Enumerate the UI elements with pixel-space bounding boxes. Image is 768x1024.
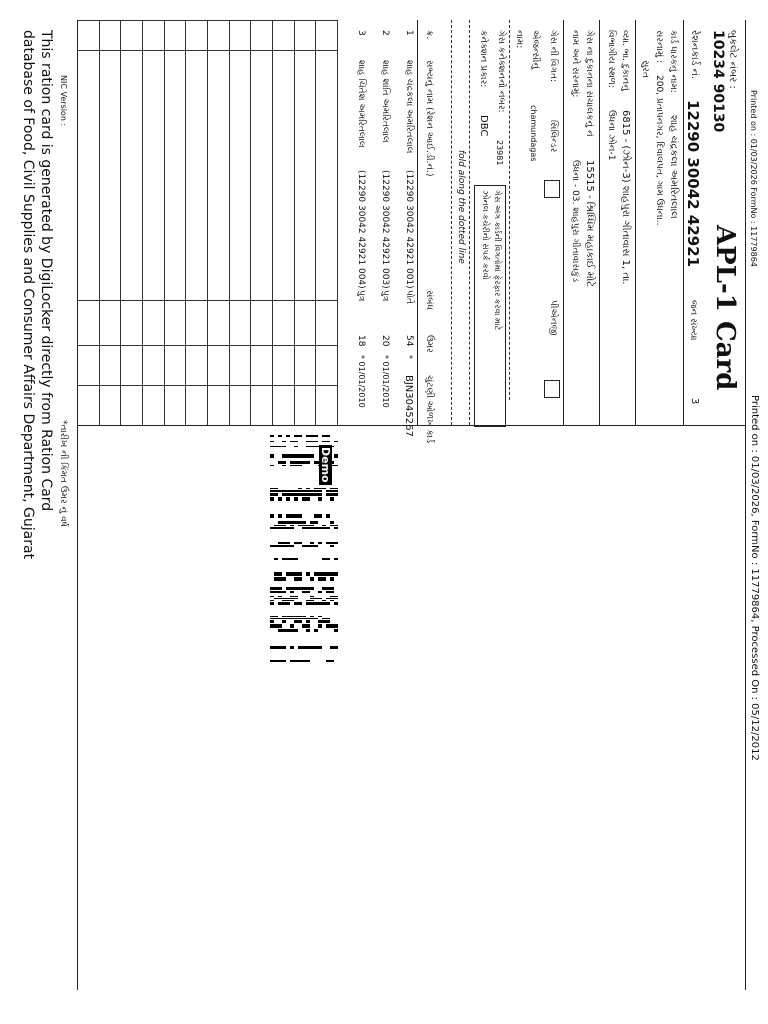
col-sr: ક્ર.	[424, 30, 434, 40]
holder-name: શાહ ચંદ્રકલા અમરિતલાલ	[668, 115, 679, 219]
booklet-number: 10234 90130	[710, 30, 726, 133]
gas-agency-sub: નામ:	[514, 30, 524, 49]
nic-version: NIC Version :	[59, 75, 68, 127]
member-age: 54	[404, 335, 414, 347]
elec-label: કનેક્શન પ્રકાર:	[478, 30, 488, 88]
address-label: સરનામું :	[654, 30, 664, 64]
gas-value: 15515 - શ્રિધ્ધિમ મહાકાઈ મોટે	[584, 160, 595, 288]
booklet-label: બુકલેટ નંબર :	[727, 30, 738, 89]
gas-agency-label: એજન્સીનું	[530, 30, 540, 70]
gas-type-b: પીએનજી	[548, 300, 558, 336]
member-voter-id: BJN3045267	[403, 375, 414, 437]
col-age: ઉંમર	[424, 335, 434, 353]
member-name: શાહ ચંદ્રકલા અમરિતલાલ	[404, 60, 414, 154]
member-name: શાહ શાંતિ અમરિતલાલ	[380, 60, 390, 143]
gas-type-label: ગેસ ની વિગત:	[548, 30, 558, 83]
member-relation: પુત્ર	[356, 290, 366, 302]
member-relation: પોતે	[404, 290, 414, 305]
empty-grid	[78, 20, 338, 425]
gas-name-label: નામ અને સરનામું:	[570, 30, 580, 98]
mamlatdar-value: ઉધના ઝોન-1	[606, 110, 616, 161]
member-sr: 1	[404, 30, 414, 36]
card-title: APL-1 Card	[710, 225, 740, 391]
note-text-1: ગેસ અંગ કાર્ડની વિગતોમાં ફેરફાર કરવા માટે	[493, 190, 502, 331]
members-label: જન સંખ્યા	[688, 300, 698, 341]
member-age: 18	[356, 335, 366, 347]
member-relation: પુત્ર	[380, 290, 390, 302]
col-name: સભ્યનું નામ (રેશન આઈ.ડી.નં.)	[424, 60, 434, 177]
consumer-value: 23981	[495, 140, 504, 166]
fold-text: fold along the dotted line	[456, 150, 466, 264]
member-age: 20	[380, 335, 390, 347]
gas-connection-value: chamundagas	[529, 105, 538, 162]
ration-card-number: 12290 30042 42921	[684, 100, 702, 267]
footer-note: *તારીખ ની કિંમત ઉંમર નું વર્ષ	[58, 420, 68, 527]
member-name: શાહ ચિંતેશ અમરિતલાલ	[356, 60, 366, 148]
shop-value: 6815 - (ઝોન-3) શાહપુરા ગીતાવાસ 1, તા.	[620, 110, 631, 285]
member-rid: (12290 30042 42921 004)	[356, 170, 366, 289]
elec-value: DBC	[478, 115, 489, 137]
address-line-2: સુરત	[640, 60, 650, 78]
member-sr: 2	[380, 30, 390, 36]
gas-name-value: ઉધના - 03. શાહપુરા ગીતાવાસકુંડ	[570, 160, 580, 283]
mamlatdar-label: વિભાગીય સ્થળ:	[606, 30, 616, 88]
member-dob: *	[405, 355, 414, 359]
gas-label: ગેસ ના દુકાનના સંચાલકનું નં	[584, 30, 594, 137]
holder-label: કાર્ડ ધારકનું નામ:	[668, 30, 678, 93]
col-relation: સંબંધ	[424, 290, 434, 310]
member-dob: * 01/01/2010	[381, 355, 390, 408]
gas-type-a: સિલિન્ડર	[548, 120, 558, 153]
footer-line-2: database of Food, Civil Supplies and Consumer Affairs Department, Gujarat	[20, 30, 36, 560]
ration-card-label: રેશનકાર્ડ નં.	[689, 30, 700, 80]
footer-line-1: This ration card is generated by DigiLocker directly from Ration Card	[38, 30, 54, 512]
address-line-1: 200, પ્રતાપનગર, દિવાલપત, ગામ ઉધના..	[654, 75, 664, 226]
barcode-label: Demo	[319, 447, 332, 483]
members-count: 3	[689, 398, 700, 405]
member-rid: (12290 30042 42921 003)	[380, 170, 390, 289]
consumer-label: ગેસ કનેક્શનનો નંબર:	[496, 30, 506, 113]
col-id: ચુંટણી ઓળખ કાર્ડ	[424, 375, 434, 443]
printed-header-left: Printed on : 01/03/2026 FormNo : 11779864	[749, 90, 758, 267]
member-rid: (12290 30042 42921 001)	[404, 170, 414, 289]
member-sr: 3	[356, 30, 366, 36]
shop-label: વ્યા. ભા. દુકાનનું	[620, 30, 630, 91]
printed-header-right: Printed on : 01/03/2026, FormNo : 11779864, Processed On : 05/12/2012	[749, 395, 760, 761]
note-text-2: ઝોનલ કચેરીનો સંપર્ક કરવો	[481, 190, 490, 280]
member-dob: * 01/01/2010	[357, 355, 366, 408]
